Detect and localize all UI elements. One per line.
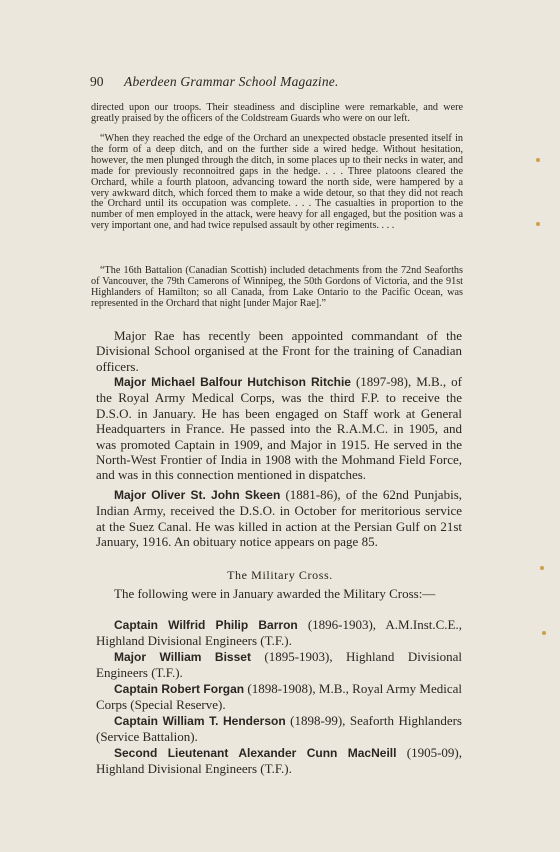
ritchie-text: (1897-98), M.B., of the Royal Army Medical Corps, was the third F.P. to receive the D.S.O. in January. He has been engaged on Staff work at General Headquarters in France. He passed into the R.A.M.C. in 1905, and was promoted Captain in 1909, and Major in 1915. He served in the North-West Frontier of India in 1908 with the Mohmand Field Force, and was in this connection mentioned in dispatches. <box>96 374 462 483</box>
award-text: (1905-09), Highland Divisional Engineers (T.F.). <box>96 745 462 777</box>
running-title: Aberdeen Grammar School Magazine. <box>124 74 339 89</box>
skeen-name: Major Oliver St. John Skeen <box>114 488 281 502</box>
page-number: 90 <box>90 74 104 89</box>
paragraph-skeen <box>96 487 462 550</box>
award-entry <box>96 681 462 713</box>
quote-orchard <box>91 134 463 232</box>
paper-spot <box>536 222 540 226</box>
award-name: Captain William T. Henderson <box>114 714 286 728</box>
award-text: (1895-1903), Highland Divisional Engineers (T.F.). <box>96 649 462 681</box>
military-cross-intro-text: The following were in January awarded the Military Cross:— <box>114 586 436 601</box>
rae-text: Major Rae has recently been appointed commandant of the Divisional School organised at the Front for the training of Canadian officers. <box>96 328 462 374</box>
award-name: Captain Robert Forgan <box>114 682 245 696</box>
quote-intro-text: directed upon our troops. Their steadiness and discipline were remarkable, and were greatly praised by the officers of the Coldstream Guards who were on our left. <box>91 102 463 124</box>
military-cross-heading: The Military Cross. <box>227 568 333 582</box>
award-text: (1896-1903), A.M.Inst.C.E., Highland Divisional Engineers (T.F.). <box>96 617 462 649</box>
quote-battalion-text: “The 16th Battalion (Canadian Scottish) included detachments from the 72nd Seaforths of Vancouver, the 79th Camerons of Winnipeg, the 50th Gordons of Victoria, and the 91st Highlanders of Hamilton; so all Canada, from Lake Ontario to the Pacific Ocean, was represented in the Orchard that night [under Major Rae].” <box>91 265 463 309</box>
award-entry <box>96 713 462 745</box>
award-entry <box>96 617 462 649</box>
paper-spot <box>536 158 540 162</box>
award-text: (1898-1908), M.B., Royal Army Medical Corps (Special Reserve). <box>96 681 462 713</box>
quote-orchard-text: “When they reached the edge of the Orchard an unexpected obstacle presented itself in the form of a deep ditch, and on the further side a wired hedge. Without hesitation, however, the men plunged through the ditch, in some places up to their necks in water, and made for previously reconnoitred gaps in the hedge. . . . Three platoons cleared the Orchard, while a fourth platoon, advancing toward the north side, were hampered by a very awkward ditch, which forced them to make a wide detour, so that they did not reach the Orchard until its occupation was complete. . . . The casualties in proportion to the number of men employed in the attack, were heavy for all engaged, but the position was a very important one, and had twice repulsed assault by other regiments. . . . <box>91 133 463 232</box>
award-name: Second Lieutenant Alexander Cunn MacNeill <box>114 746 397 760</box>
paper-spot <box>540 566 544 570</box>
paragraph-ritchie <box>96 374 462 483</box>
paragraph-rae <box>96 328 462 374</box>
skeen-text: (1881-86), of the 62nd Punjabis, Indian Army, received the D.S.O. in October for meritorious service at the Suez Canal. He was killed in action at the Persian Gulf on 21st January, 1916. An obituary notice appears on page 85. <box>96 487 462 550</box>
quote-intro <box>91 103 463 125</box>
award-entry <box>96 745 462 777</box>
award-text: (1898-99), Seaforth Highlanders (Service Battalion). <box>96 713 462 745</box>
military-cross-intro <box>96 586 462 601</box>
quote-battalion <box>91 266 463 310</box>
award-name: Major William Bisset <box>114 650 251 664</box>
paper-spot <box>542 631 546 635</box>
award-entry <box>96 649 462 681</box>
award-name: Captain Wilfrid Philip Barron <box>114 618 298 632</box>
ritchie-name: Major Michael Balfour Hutchison Ritchie <box>114 375 351 389</box>
